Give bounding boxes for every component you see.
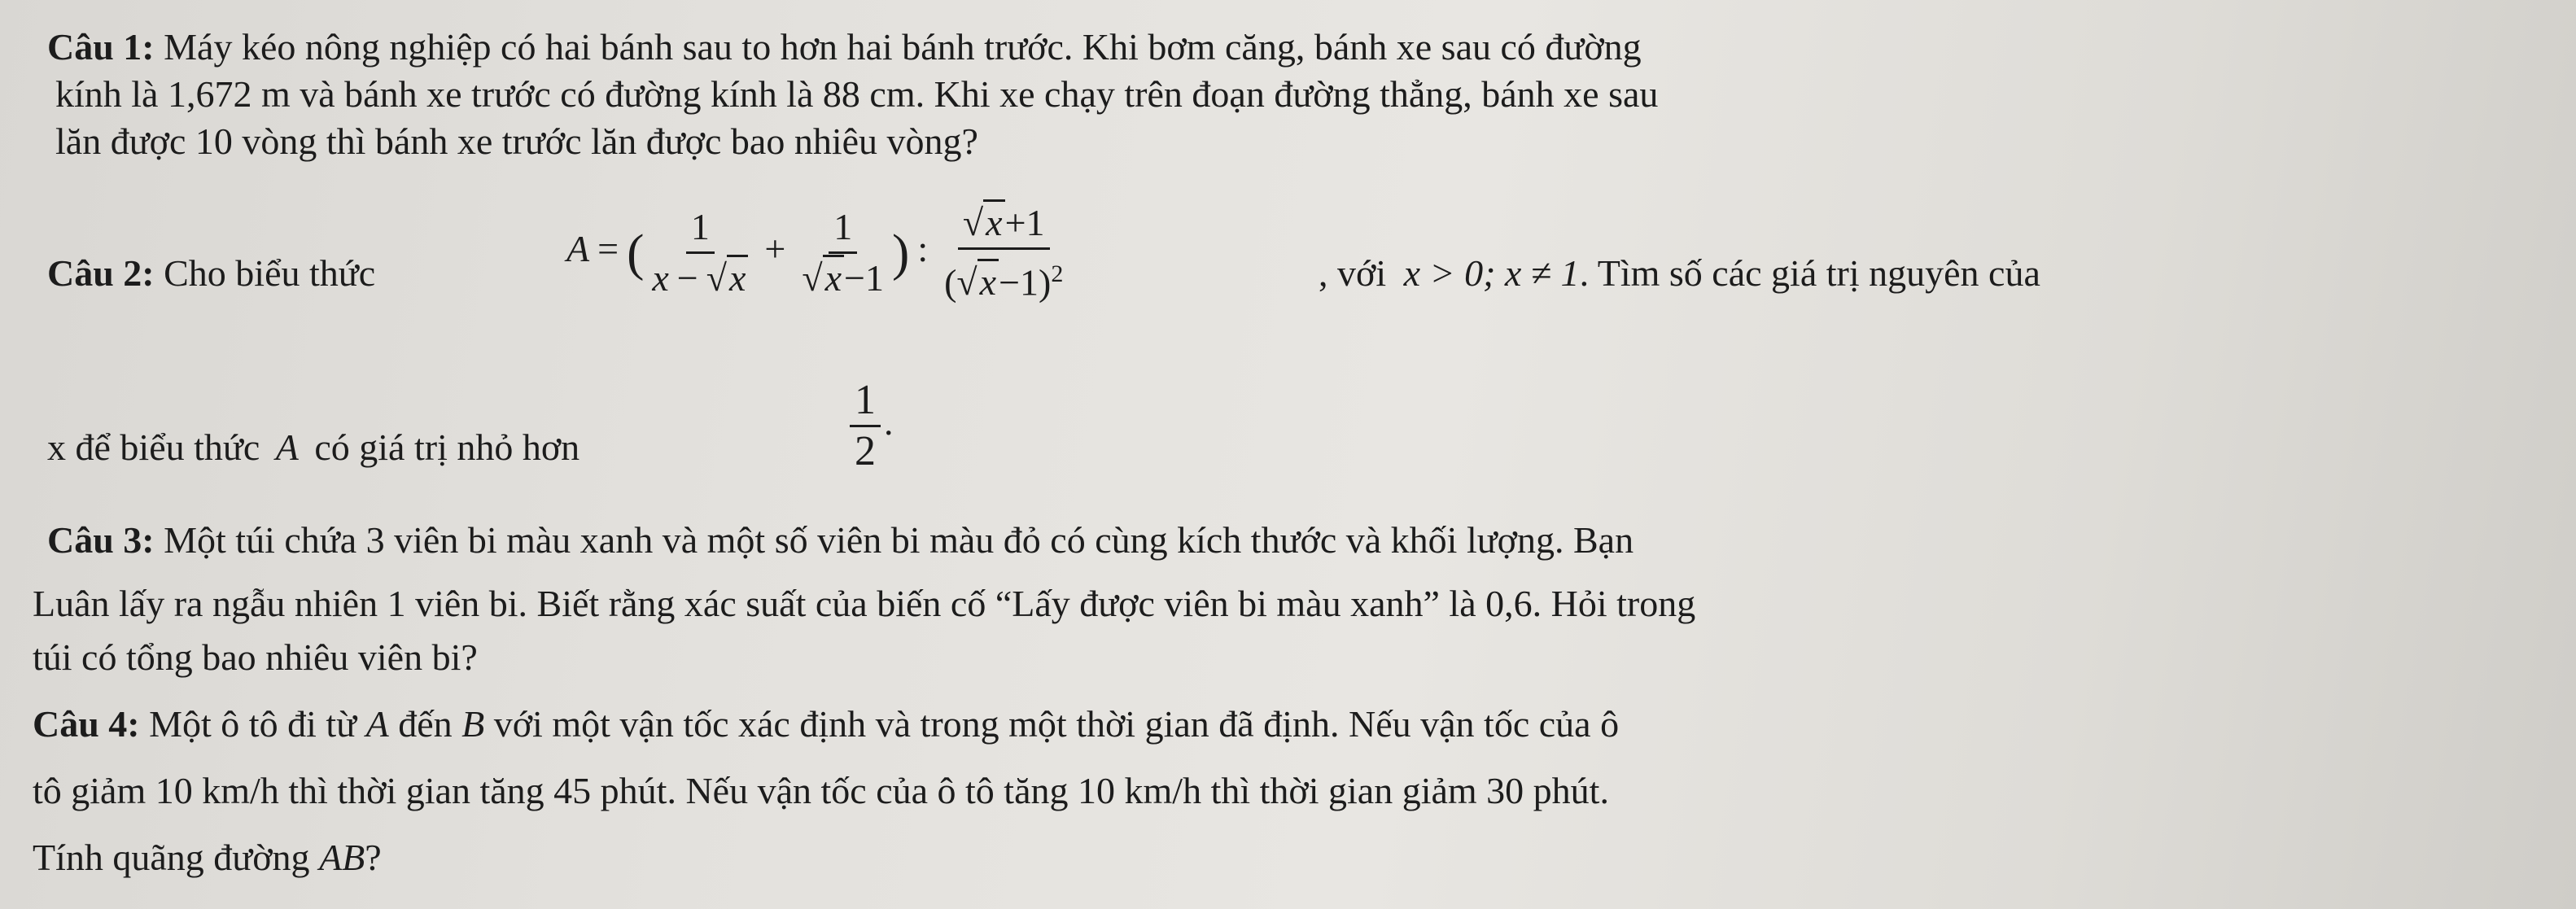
question-4-line-2: tô giảm 10 km/h thì thời gian tăng 45 phút. Nếu vận tốc của ô tô tăng 10 km/h thì thời gian giảm 30 phút. [33, 770, 1609, 811]
question-3-line-2: Luân lấy ra ngẫu nhiên 1 viên bi. Biết rằng xác suất của biến cố “Lấy được viên bi màu xanh” là 0,6. Hỏi trong [33, 583, 1696, 624]
question-1-line-1 [47, 24, 1642, 70]
question-1-line-3: lăn được 10 vòng thì bánh xe trước lăn được bao nhiêu vòng? [55, 120, 978, 162]
question-3-line-3: túi có tổng bao nhiêu viên bi? [33, 636, 478, 678]
question-2-line-1 [47, 251, 375, 296]
point-B: B [461, 703, 485, 745]
question-2-line-2-end: . [884, 401, 894, 444]
question-2-condition [1319, 251, 2040, 296]
question-1-text-1: Máy kéo nông nghiệp có hai bánh sau to hơn hai bánh trước. Khi bơm căng, bánh xe sau có đường [154, 26, 1642, 68]
expr-colon: : [917, 228, 929, 270]
expr-close-paren: ) [892, 223, 910, 282]
question-2-intro: Cho biểu thức [154, 252, 376, 294]
fraction-2-numerator: 1 [829, 206, 857, 254]
variable-A: A [275, 426, 299, 468]
question-3-label: Câu 3: [47, 519, 155, 561]
fraction-1 [647, 206, 753, 299]
expr-plus: + [764, 228, 786, 270]
fraction-3-denominator: $(√x-1)^2$ [944, 260, 1064, 304]
question-2-condition-math: x > 0; x ≠ 1 [1403, 252, 1580, 294]
exponent-2: 2 [1051, 260, 1064, 287]
question-2-line-2: x để biểu thức A có giá trị nhỏ hơn [47, 426, 580, 468]
question-2-after-condition: . Tìm số các giá trị nguyên của [1579, 252, 2040, 294]
question-4-line-3: Tính quãng đường AB? [33, 837, 382, 878]
question-4-line-1: Câu 4: Một ô tô đi từ A đến B với một vận tốc xác định và trong một thời gian đã định. Nếu vận tốc của ô [33, 703, 1620, 745]
sqrt-symbol: √x [802, 257, 844, 299]
fraction-3-numerator: √x+1 [958, 202, 1050, 250]
question-2-with: , với [1319, 252, 1387, 294]
question-4-label: Câu 4: [33, 703, 140, 745]
sqrt-symbol: √x [706, 257, 749, 299]
fraction-1-numerator: 1 [686, 206, 715, 254]
segment-AB: AB [319, 837, 365, 878]
question-1-line-2: kính là 1,672 m và bánh xe trước có đường kính là 88 cm. Khi xe chạy trên đoạn đường thẳng, bánh xe sau [55, 73, 1659, 115]
sqrt-symbol: √x [956, 261, 999, 304]
question-2-label: Câu 2: [47, 252, 155, 294]
question-3-line-1 [47, 518, 1634, 563]
fraction-3 [939, 202, 1068, 304]
fraction-one-half: $\frac{1}{2}$ . [846, 379, 894, 473]
expr-lhs: A [566, 228, 590, 270]
expr-open-paren: ( [627, 223, 645, 282]
question-3-text-1: Một túi chứa 3 viên bi màu xanh và một số viên bi màu đỏ có cùng kích thước và khối lượng. Bạn [154, 519, 1634, 561]
fraction-2-denominator: √x−1 [797, 254, 889, 299]
question-1-label: Câu 1: [47, 26, 155, 68]
point-A: A [365, 703, 389, 745]
fraction-1-denominator: x − √x [647, 254, 753, 299]
fraction-2 [797, 206, 889, 299]
expr-equals: = [597, 228, 619, 270]
expression-A [566, 202, 1071, 304]
sqrt-symbol: √x [963, 202, 1005, 244]
